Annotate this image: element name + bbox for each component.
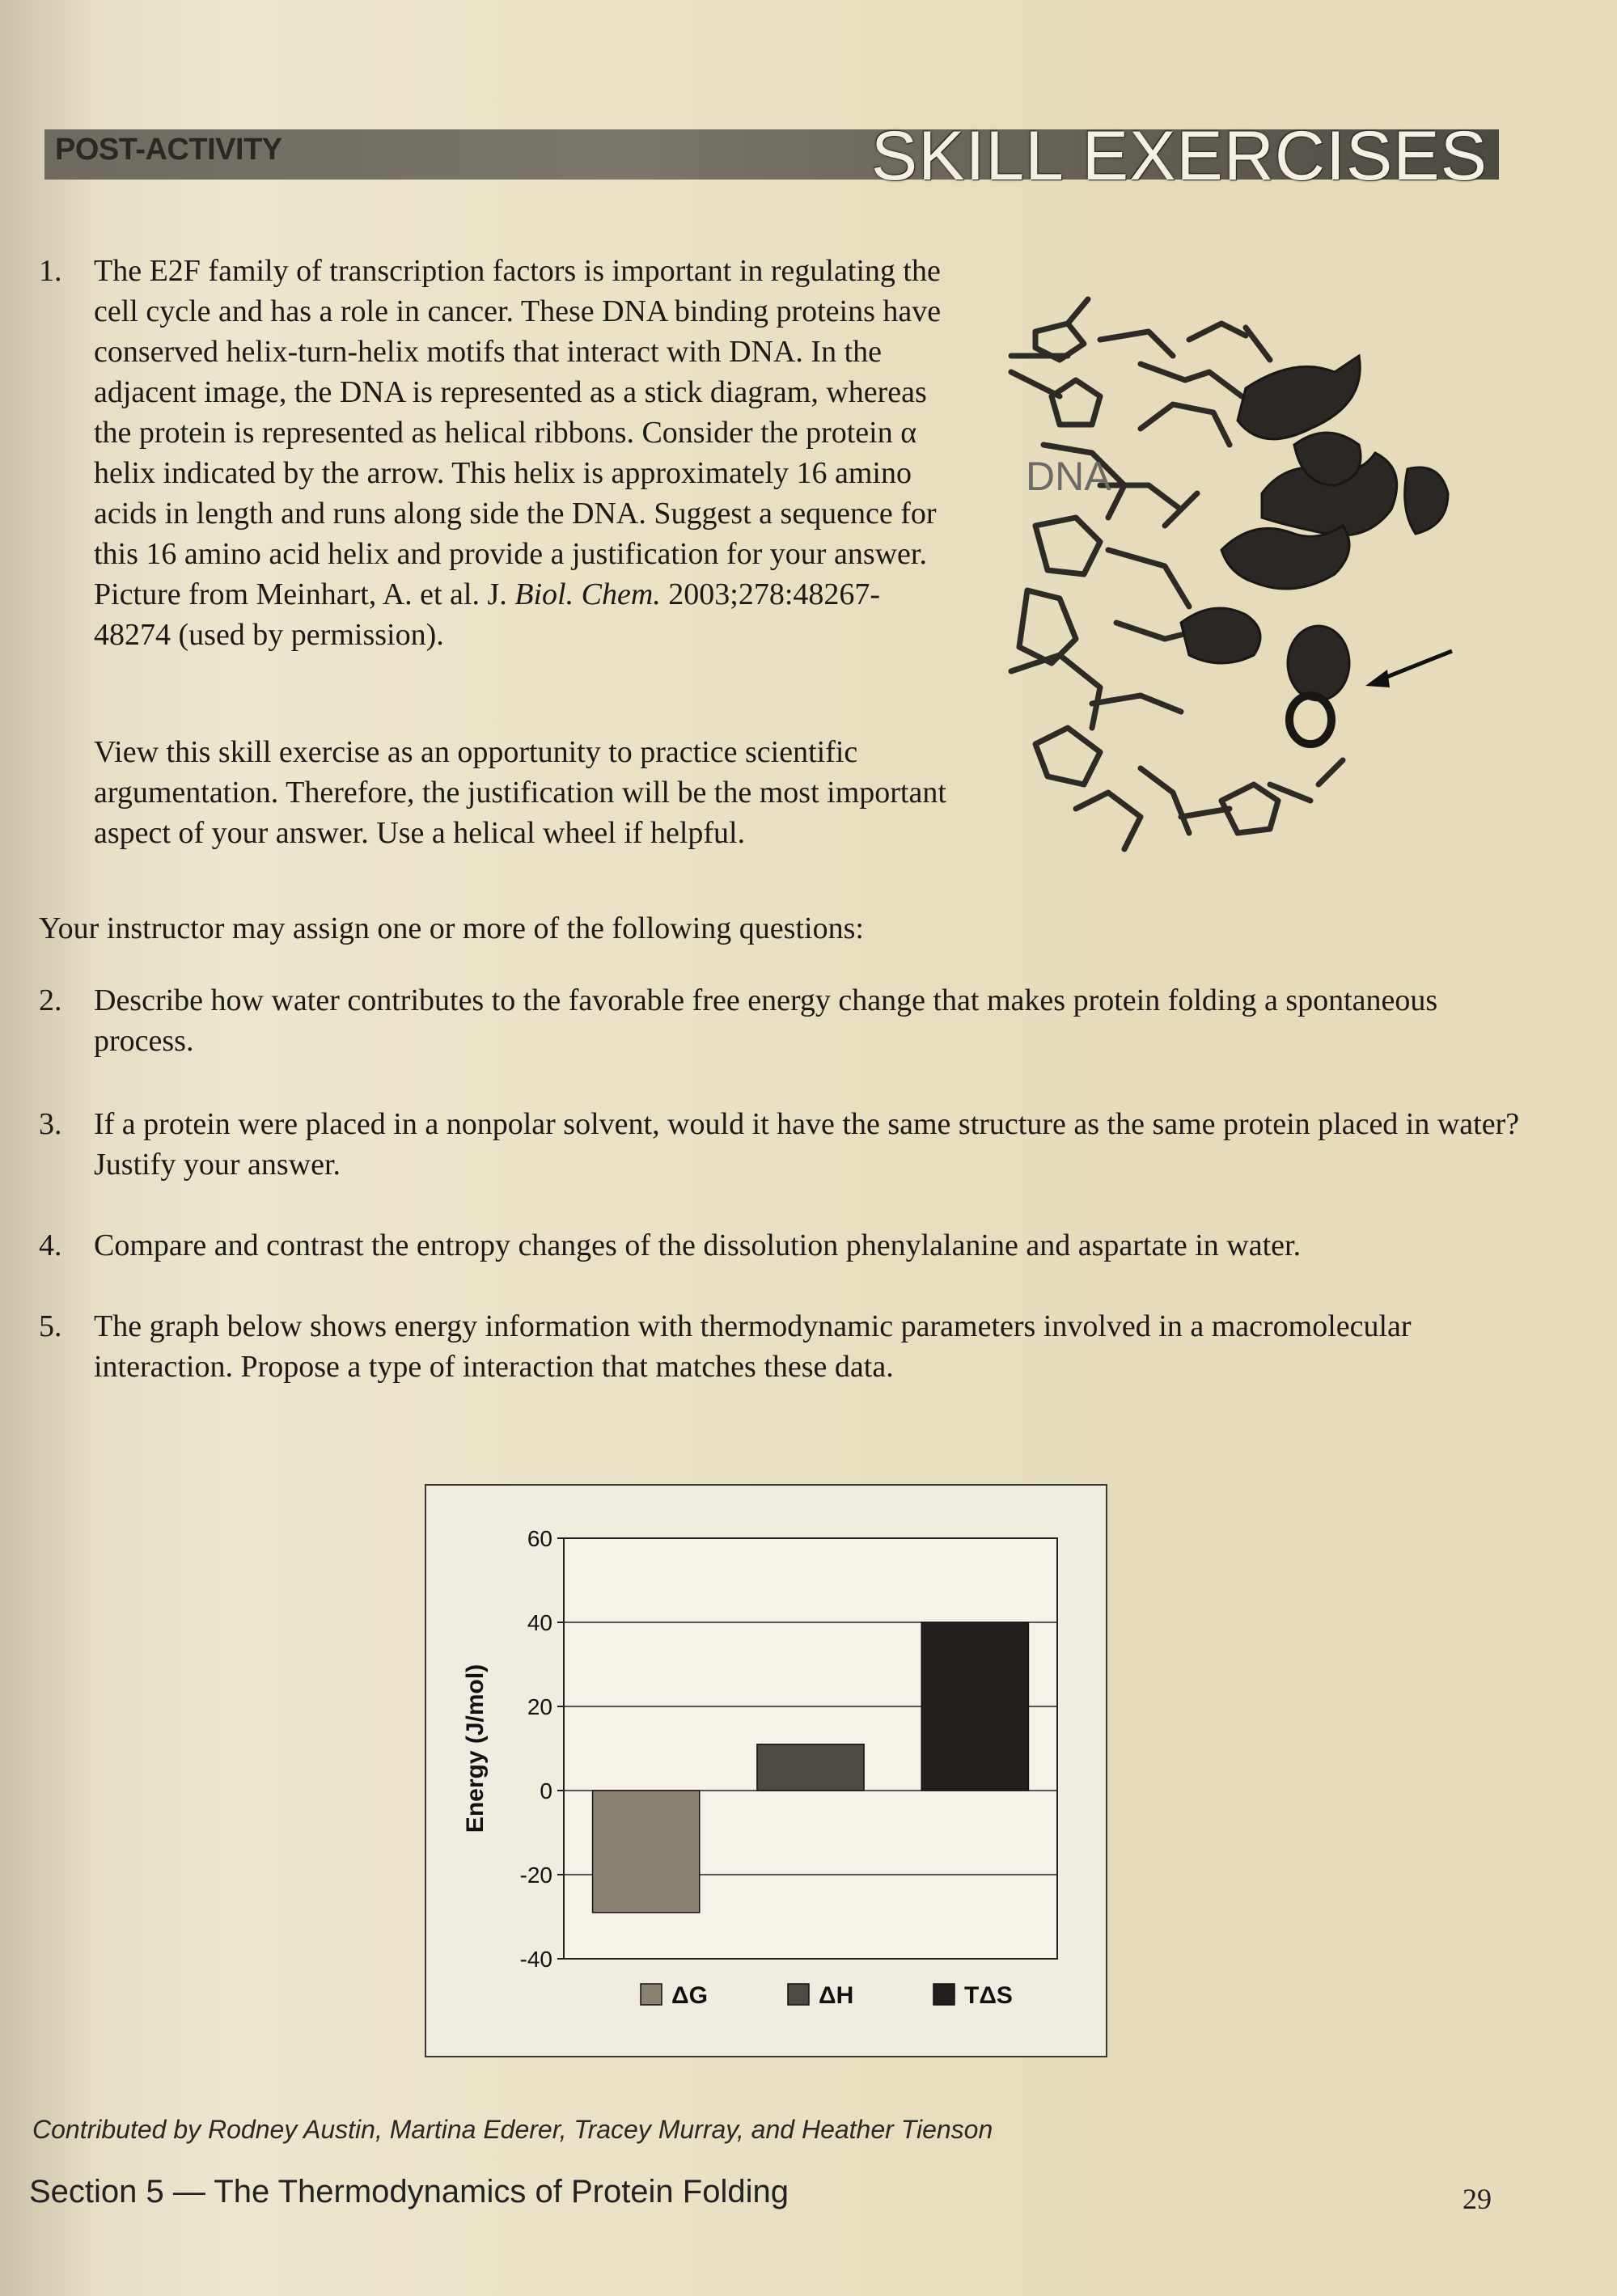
dna-label: DNA: [1026, 454, 1111, 499]
contributors-credit: Contributed by Rodney Austin, Martina Ederer, Tracey Murray, and Heather Tienson: [32, 2115, 993, 2144]
bar-2: [757, 1744, 864, 1791]
y-tick-label: -40: [519, 1947, 552, 1972]
question-3: [39, 1104, 1535, 1185]
y-tick-label: 0: [540, 1778, 552, 1803]
question-1-number: 1.: [39, 254, 62, 288]
dna-protein-figure: [979, 283, 1496, 882]
question-2: [39, 980, 1535, 1061]
section-title: Section 5 — The Thermodynamics of Protein Folding: [29, 2174, 789, 2209]
question-2-number: 2.: [39, 983, 62, 1017]
question-3-text: If a protein were placed in a nonpolar solvent, would it have the same structure as the same protein placed in water? Justify your answer.: [94, 1107, 1520, 1182]
helix-indicator-arrow: [1365, 651, 1452, 687]
question-5-number: 5.: [39, 1309, 62, 1343]
bar-1: [593, 1791, 700, 1913]
question-2-text: Describe how water contributes to the favorable free energy change that makes protein folding a spontaneous process.: [94, 983, 1438, 1058]
question-1: [39, 251, 945, 655]
y-tick-label: 60: [527, 1526, 552, 1551]
legend-swatch: [933, 1984, 955, 2005]
question-1-text: The E2F family of transcription factors is important in regulating the cell cycle and has a role in cancer. These DNA binding proteins have conserved helix-turn-helix motifs that interact with DNA. In the adjacent image, the DNA is represented as a stick diagram, whereas the protein is represented as helical ribbons. Consider the protein α helix indicated by the arrow. This helix is approximately 16 amino acids in length and runs along side the DNA. Suggest a sequence for this 16 amino acid helix and provide a justification for your answer. Picture from Meinhart, A. et al. J. Biol. Chem. 2003;278:48267-48274 (used by permission).: [94, 254, 942, 652]
bar-3: [921, 1622, 1028, 1791]
question-4-number: 4.: [39, 1228, 62, 1262]
skill-exercises-title: SKILL EXERCISES: [870, 117, 1488, 195]
y-axis-label: Energy (J/mol): [462, 1664, 489, 1833]
y-tick-label: 20: [527, 1694, 552, 1719]
legend-swatch: [641, 1984, 662, 2005]
y-tick-label: -20: [519, 1863, 552, 1888]
legend-label: ΔH: [819, 1982, 854, 2009]
question-5: [39, 1306, 1535, 1387]
energy-chart: [425, 1484, 1107, 2057]
energy-chart-svg: [426, 1486, 1106, 2056]
question-5-text: The graph below shows energy information with thermodynamic parameters involved in a macromolecular interaction. Propose a type of interaction that matches these data.: [94, 1309, 1412, 1384]
question-1-view-note: View this skill exercise as an opportunity to practice scientific argumentation. Therefore, the justification will be the most important aspect of your answer. Use a helical wheel if helpful.: [94, 735, 946, 850]
legend-label: TΔS: [964, 1982, 1013, 2009]
question-4-text: Compare and contrast the entropy changes of the dissolution phenylalanine and aspartate in water.: [94, 1228, 1302, 1262]
legend-label: ΔG: [671, 1982, 708, 2009]
question-3-number: 3.: [39, 1107, 62, 1141]
journal-name: Biol. Chem.: [514, 577, 661, 611]
page-number: 29: [1462, 2183, 1492, 2215]
instructor-note: Your instructor may assign one or more of the following questions:: [39, 911, 864, 945]
y-tick-label: 40: [527, 1610, 552, 1635]
question-4: [39, 1225, 1535, 1266]
post-activity-label: POST-ACTIVITY: [55, 133, 282, 167]
legend-swatch: [788, 1984, 809, 2005]
